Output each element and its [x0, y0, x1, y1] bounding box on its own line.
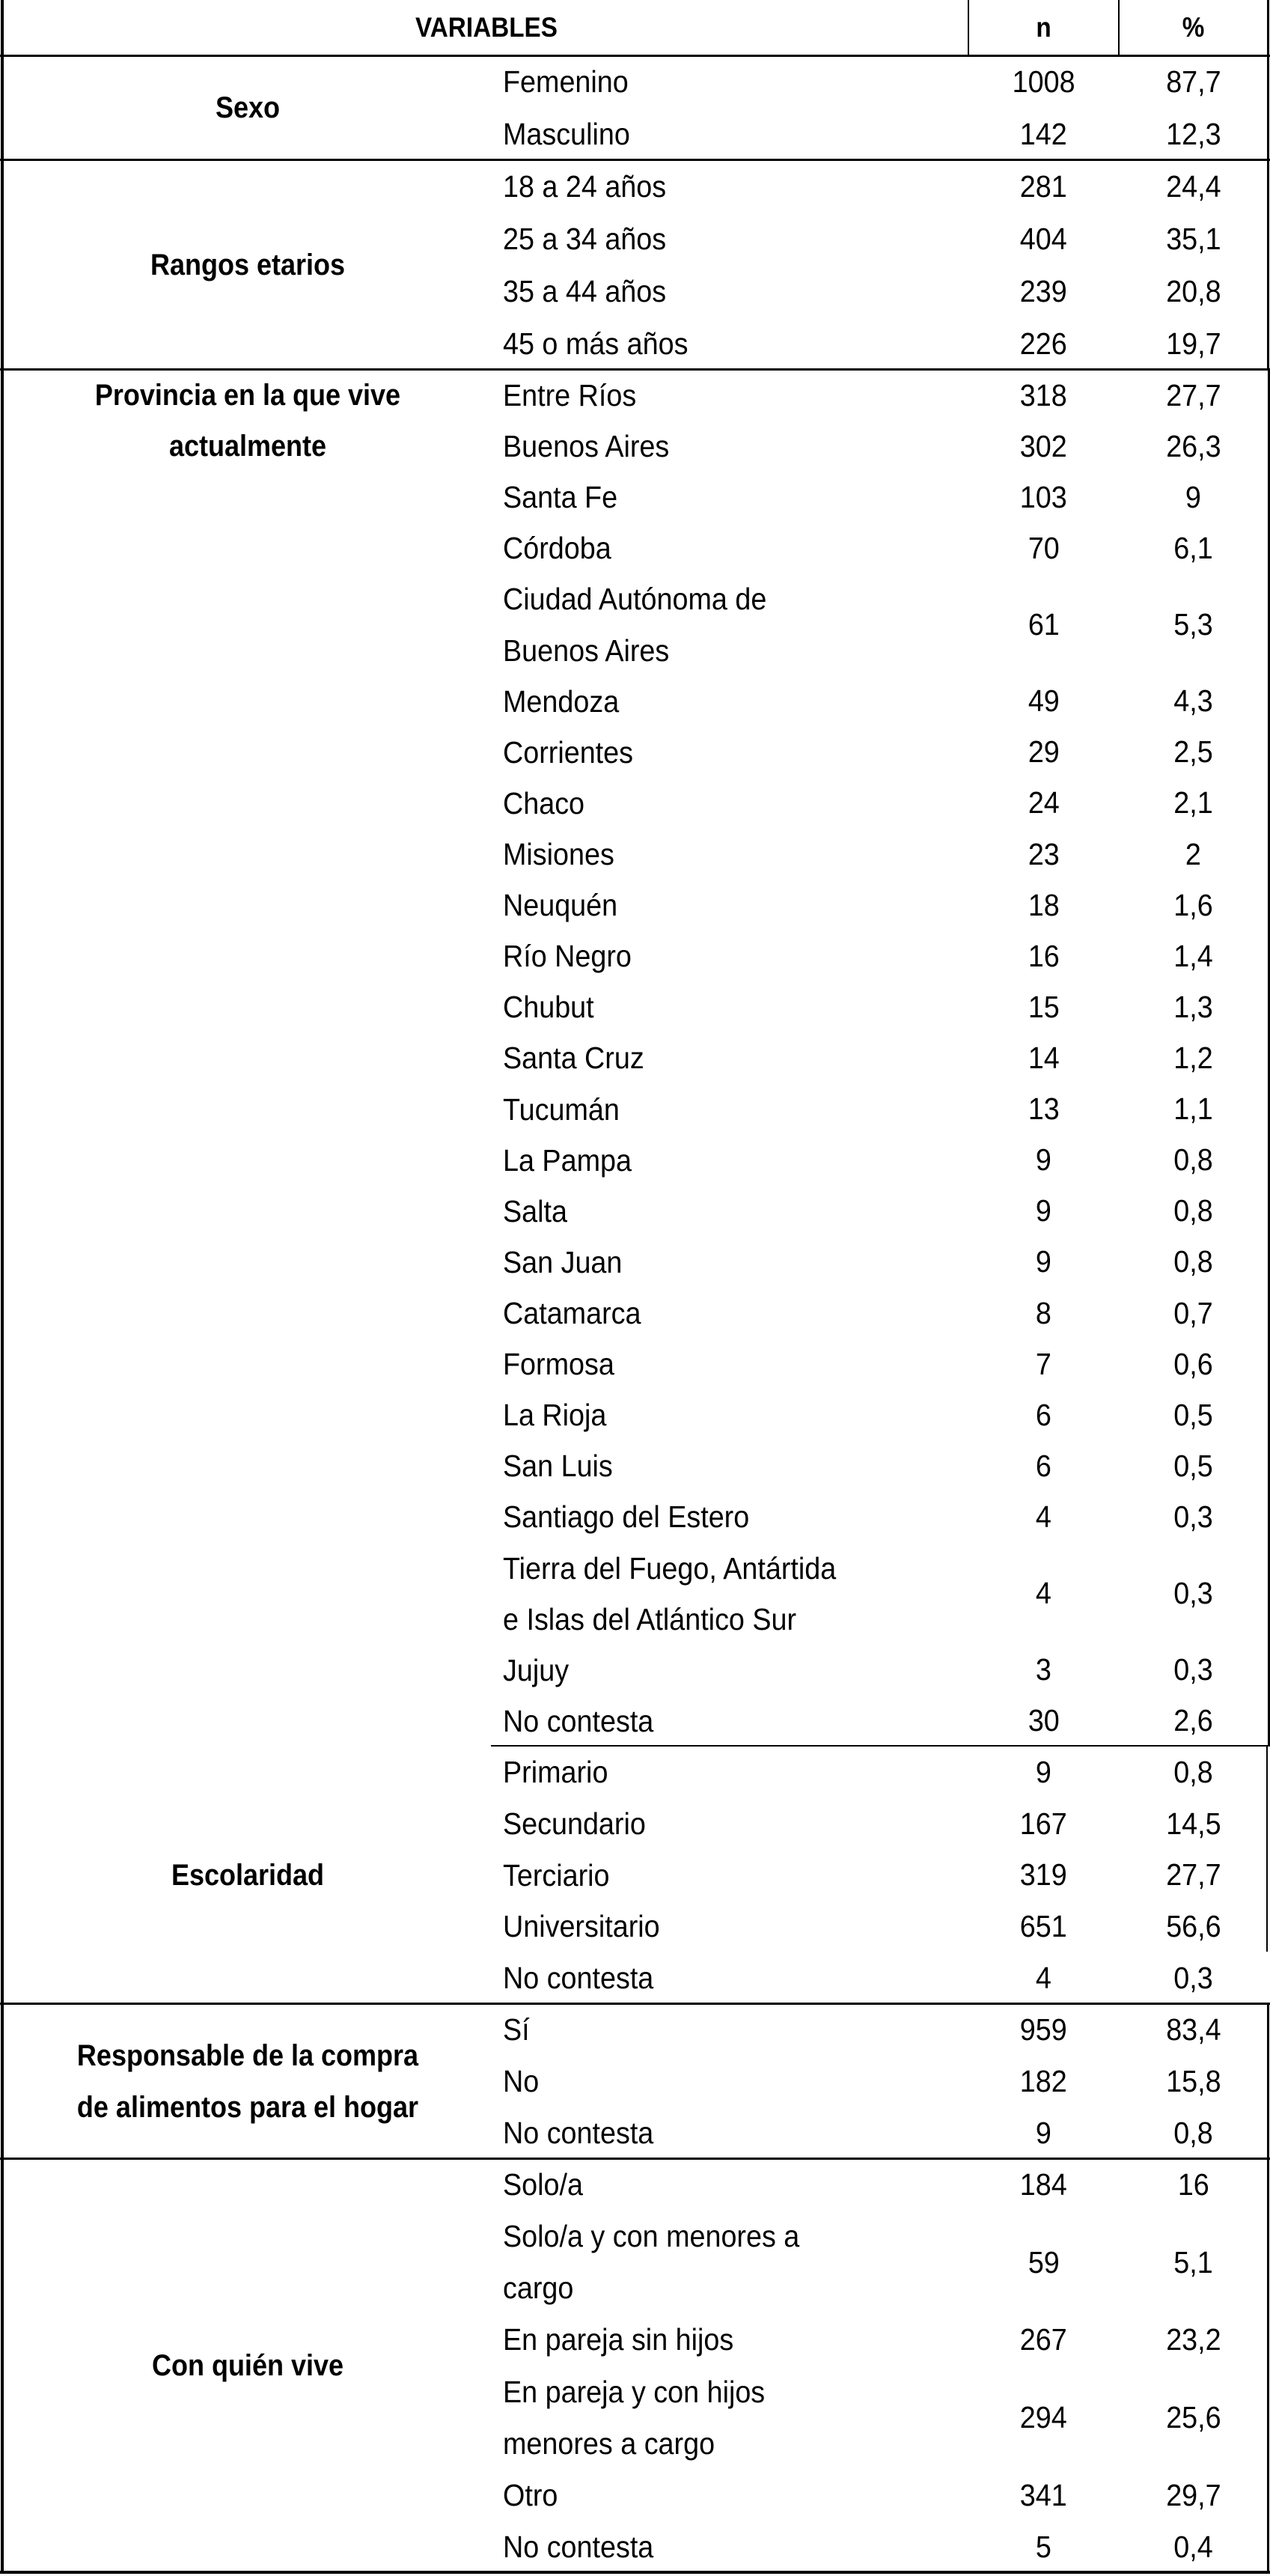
row-percent-value — [1119, 1543, 1268, 1645]
row-n-value — [968, 1186, 1119, 1237]
row-n-value — [968, 2211, 1119, 2314]
row-percent-value — [1119, 727, 1268, 778]
row-percent-value — [1119, 1491, 1268, 1542]
percent-text: 4,3 — [1173, 683, 1213, 719]
row-label: La Rioja — [503, 1398, 607, 1433]
percent-text: 0,8 — [1173, 1244, 1213, 1279]
row-percent-value — [1119, 1288, 1268, 1339]
row-n-value — [968, 1491, 1119, 1542]
row-n-value — [968, 472, 1119, 523]
row-n-value — [968, 160, 1119, 213]
row-percent-value — [1119, 2521, 1268, 2573]
row-percent-value — [1119, 2004, 1268, 2056]
percent-text: 2,5 — [1173, 734, 1213, 770]
row-label: Primario — [503, 1755, 608, 1789]
row-label: Chaco — [503, 785, 585, 820]
n-text: 142 — [1020, 116, 1067, 151]
row-percent-value — [1119, 1389, 1268, 1440]
section-label: Rangos etarios — [150, 248, 346, 281]
row-n-value — [968, 1645, 1119, 1696]
row-label: Femenino — [503, 64, 629, 99]
section-label: Sexo — [215, 91, 281, 125]
row-label: En pareja sin hijos — [503, 2322, 734, 2357]
percent-text: 27,7 — [1165, 377, 1221, 412]
section-label: Con quién vive — [151, 2349, 344, 2383]
row-label: Sí — [503, 2012, 530, 2047]
row-percent-value — [1119, 56, 1268, 109]
row-n-value — [968, 370, 1119, 421]
n-text: 4 — [1036, 1499, 1051, 1534]
row-n-value — [968, 573, 1119, 675]
row-n-value — [968, 1440, 1119, 1491]
right-border — [1267, 0, 1269, 160]
n-text: 4 — [1036, 1576, 1051, 1611]
row-n-value — [968, 421, 1119, 472]
row-n-value — [968, 109, 1119, 161]
percent-text: 87,7 — [1165, 64, 1221, 100]
row-label: Masculino — [503, 116, 630, 151]
row-label: Solo/a — [503, 2167, 583, 2202]
row-n-value — [968, 213, 1119, 265]
row-label: No contesta — [503, 1703, 654, 1738]
percent-text: 83,4 — [1165, 2012, 1221, 2047]
row-label: Santa Fe — [503, 480, 618, 515]
row-n-value — [968, 1288, 1119, 1339]
percent-text: 27,7 — [1165, 1857, 1221, 1893]
n-text: 7 — [1036, 1346, 1051, 1381]
row-percent-value — [1119, 1696, 1268, 1747]
row-percent-value — [1119, 421, 1268, 472]
n-text: 9 — [1036, 1754, 1051, 1789]
row-n-value — [968, 2107, 1119, 2159]
header-percent: % — [1182, 12, 1205, 43]
header-divider-pct — [1118, 0, 1120, 56]
row-n-value — [968, 56, 1119, 109]
n-text: 103 — [1020, 479, 1067, 514]
row-n-value — [968, 2366, 1119, 2470]
row-label: Córdoba — [503, 531, 611, 566]
row-n-value — [968, 2521, 1119, 2573]
row-percent-value — [1119, 1645, 1268, 1696]
row-label: 45 o más años — [503, 326, 689, 361]
row-percent-value — [1119, 317, 1268, 370]
row-percent-value — [1119, 981, 1268, 1032]
right-border — [1267, 2004, 1269, 2159]
row-n-value — [968, 1389, 1119, 1440]
n-text: 15 — [1028, 989, 1060, 1024]
percent-text: 0,6 — [1173, 1346, 1213, 1381]
row-n-value — [968, 1952, 1119, 2004]
row-n-value — [968, 1901, 1119, 1952]
row-label: Solo/a y con menores a cargo — [503, 2219, 800, 2306]
row-n-value — [968, 1696, 1119, 1747]
n-text: 318 — [1020, 377, 1067, 412]
row-percent-value — [1119, 931, 1268, 981]
header-variables: VARIABLES — [415, 12, 558, 43]
row-label: Tucumán — [503, 1091, 620, 1127]
row-n-value — [968, 317, 1119, 370]
row-n-value — [968, 981, 1119, 1032]
row-n-value — [968, 523, 1119, 573]
row-percent-value — [1119, 2314, 1268, 2366]
row-label: Santiago del Estero — [503, 1499, 750, 1535]
percent-text: 0,8 — [1173, 1754, 1213, 1789]
row-n-value — [968, 2004, 1119, 2056]
percent-text: 0,3 — [1173, 1652, 1213, 1687]
left-border — [1, 2004, 4, 2159]
percent-text: 23,2 — [1165, 2322, 1221, 2357]
n-text: 184 — [1020, 2167, 1067, 2202]
n-text: 4 — [1036, 1961, 1051, 1996]
row-percent-value — [1119, 829, 1268, 880]
percent-text: 5,1 — [1173, 2244, 1213, 2280]
n-text: 23 — [1028, 836, 1060, 871]
row-percent-value — [1119, 370, 1268, 421]
n-text: 959 — [1020, 2012, 1067, 2047]
section-label: Escolaridad — [171, 1858, 325, 1892]
row-label: Buenos Aires — [503, 429, 670, 464]
n-text: 18 — [1028, 887, 1060, 922]
row-percent-value — [1119, 160, 1268, 213]
n-text: 182 — [1020, 2064, 1067, 2098]
row-label: 25 a 34 años — [503, 222, 667, 256]
percent-text: 12,3 — [1165, 116, 1221, 151]
section-label: Responsable de la compra de alimentos para el hogar — [76, 2039, 419, 2124]
row-label: Mendoza — [503, 683, 620, 719]
row-label: Otro — [503, 2477, 558, 2512]
percent-text: 0,8 — [1173, 1142, 1213, 1178]
n-text: 14 — [1028, 1040, 1060, 1075]
row-n-value — [968, 1747, 1119, 1798]
header-n: n — [1036, 12, 1051, 43]
row-n-value — [968, 1339, 1119, 1389]
row-n-value — [968, 727, 1119, 778]
n-text: 6 — [1036, 1397, 1051, 1432]
n-text: 651 — [1020, 1909, 1067, 1944]
row-percent-value — [1119, 1747, 1268, 1798]
percent-text: 0,4 — [1173, 2529, 1213, 2564]
row-label: Entre Ríos — [503, 378, 637, 412]
percent-text: 19,7 — [1165, 326, 1221, 361]
row-percent-value — [1119, 1084, 1268, 1135]
n-text: 404 — [1020, 221, 1067, 256]
n-text: 9 — [1036, 1244, 1051, 1279]
row-percent-value — [1119, 676, 1268, 727]
row-percent-value — [1119, 1798, 1268, 1850]
row-percent-value — [1119, 2211, 1268, 2314]
row-label: Universitario — [503, 1909, 660, 1944]
row-percent-value — [1119, 1237, 1268, 1288]
n-text: 29 — [1028, 734, 1060, 770]
n-text: 226 — [1020, 326, 1067, 361]
row-n-value — [968, 778, 1119, 829]
n-text: 3 — [1036, 1652, 1051, 1687]
row-percent-value — [1119, 2107, 1268, 2159]
percent-text: 0,3 — [1173, 1499, 1213, 1534]
row-label: Santa Cruz — [503, 1041, 644, 1076]
percent-text: 25,6 — [1165, 2400, 1221, 2435]
percent-text: 14,5 — [1165, 1806, 1221, 1841]
percent-text: 2 — [1185, 836, 1201, 871]
row-percent-value — [1119, 265, 1268, 317]
row-percent-value — [1119, 1339, 1268, 1389]
n-text: 5 — [1036, 2529, 1051, 2564]
percent-text: 2,6 — [1173, 1703, 1213, 1738]
percent-text: 1,2 — [1173, 1040, 1213, 1075]
row-n-value — [968, 1850, 1119, 1901]
row-percent-value — [1119, 1186, 1268, 1237]
section-bottom-rule — [0, 2571, 1270, 2574]
row-label: Corrientes — [503, 734, 633, 770]
percent-text: 29,7 — [1165, 2477, 1221, 2512]
n-text: 9 — [1036, 1142, 1051, 1178]
n-text: 61 — [1028, 607, 1060, 642]
row-percent-value — [1119, 1952, 1268, 2004]
row-n-value — [968, 1135, 1119, 1186]
row-percent-value — [1119, 880, 1268, 931]
row-label: Tierra del Fuego, Antártida e Islas del Atlántico Sur — [503, 1550, 837, 1636]
n-text: 13 — [1028, 1091, 1060, 1127]
percent-text: 20,8 — [1165, 273, 1221, 308]
n-text: 30 — [1028, 1703, 1060, 1738]
n-text: 24 — [1028, 785, 1060, 820]
row-n-value — [968, 1032, 1119, 1083]
row-label: No contesta — [503, 2116, 654, 2150]
row-n-value — [968, 2056, 1119, 2107]
row-percent-value — [1119, 2159, 1268, 2211]
n-text: 319 — [1020, 1857, 1067, 1893]
row-label: Río Negro — [503, 939, 632, 974]
left-border — [1, 1747, 4, 2004]
percent-text: 0,5 — [1173, 1397, 1213, 1432]
n-text: 9 — [1036, 1193, 1051, 1228]
header-divider-n — [968, 0, 969, 56]
row-n-value — [968, 2159, 1119, 2211]
n-text: 341 — [1020, 2477, 1067, 2512]
row-n-value — [968, 265, 1119, 317]
row-percent-value — [1119, 2366, 1268, 2470]
row-label: No contesta — [503, 2529, 654, 2564]
row-n-value — [968, 931, 1119, 981]
percent-text: 0,5 — [1173, 1448, 1213, 1483]
percent-text: 0,8 — [1173, 2116, 1213, 2150]
percent-text: 5,3 — [1173, 607, 1213, 642]
row-n-value — [968, 1084, 1119, 1135]
row-percent-value — [1119, 2056, 1268, 2107]
row-percent-value — [1119, 472, 1268, 523]
row-label: No contesta — [503, 1961, 654, 1996]
row-label: Chubut — [503, 990, 594, 1025]
percent-text: 1,3 — [1173, 989, 1213, 1024]
left-border — [1, 160, 4, 370]
row-label: Neuquén — [503, 888, 618, 923]
row-n-value — [968, 1798, 1119, 1850]
row-label: Catamarca — [503, 1296, 641, 1330]
percent-text: 24,4 — [1165, 168, 1221, 204]
row-n-value — [968, 880, 1119, 931]
row-percent-value — [1119, 1032, 1268, 1083]
percent-text: 1,4 — [1173, 938, 1213, 973]
percent-text: 35,1 — [1165, 221, 1221, 256]
n-text: 302 — [1020, 428, 1067, 463]
n-text: 6 — [1036, 1448, 1051, 1483]
row-label: Terciario — [503, 1857, 610, 1893]
row-n-value — [968, 2314, 1119, 2366]
row-label: Jujuy — [503, 1652, 570, 1687]
percent-text: 56,6 — [1165, 1909, 1221, 1944]
row-percent-value — [1119, 523, 1268, 573]
row-label: 35 a 44 años — [503, 274, 667, 308]
n-text: 294 — [1020, 2400, 1067, 2435]
row-label: San Juan — [503, 1244, 623, 1279]
row-n-value — [968, 676, 1119, 727]
row-label: 18 a 24 años — [503, 169, 667, 204]
row-percent-value — [1119, 1901, 1268, 1952]
row-label: En pareja y con hijos menores a cargo — [503, 2374, 766, 2461]
row-label: La Pampa — [503, 1142, 632, 1178]
left-border — [1, 0, 4, 160]
n-text: 1008 — [1012, 64, 1075, 100]
n-text: 239 — [1020, 273, 1067, 308]
n-text: 8 — [1036, 1295, 1051, 1330]
row-n-value — [968, 1237, 1119, 1288]
percent-text: 6,1 — [1173, 530, 1213, 565]
row-percent-value — [1119, 1440, 1268, 1491]
row-label: Secundario — [503, 1806, 646, 1841]
percent-text: 0,8 — [1173, 1193, 1213, 1228]
row-label: San Luis — [503, 1449, 613, 1484]
row-percent-value — [1119, 213, 1268, 265]
percent-text: 0,3 — [1173, 1961, 1213, 1996]
n-text: 167 — [1020, 1806, 1067, 1841]
percent-text: 1,1 — [1173, 1091, 1213, 1127]
n-text: 16 — [1028, 938, 1060, 973]
row-percent-value — [1119, 1850, 1268, 1901]
percent-text: 15,8 — [1165, 2064, 1221, 2098]
n-text: 9 — [1036, 2116, 1051, 2150]
row-percent-value — [1119, 1135, 1268, 1186]
row-label: Ciudad Autónoma de Buenos Aires — [503, 582, 767, 668]
right-border — [1267, 2159, 1269, 2573]
percent-text: 26,3 — [1165, 428, 1221, 463]
row-label: Misiones — [503, 837, 614, 871]
right-border — [1267, 160, 1269, 370]
row-label: Formosa — [503, 1347, 614, 1382]
percent-text: 9 — [1185, 479, 1201, 514]
section-label: Provincia en la que vive actualmente — [94, 379, 401, 463]
row-n-value — [968, 1543, 1119, 1645]
row-label: No — [503, 2064, 540, 2098]
left-border — [1, 370, 4, 1747]
n-text: 267 — [1020, 2322, 1067, 2357]
row-percent-value — [1119, 778, 1268, 829]
percent-text: 0,7 — [1173, 1295, 1213, 1330]
row-label: Salta — [503, 1193, 567, 1228]
percent-text: 1,6 — [1173, 887, 1213, 922]
right-border — [1266, 1747, 1268, 1952]
row-n-value — [968, 2470, 1119, 2521]
n-text: 59 — [1028, 2244, 1060, 2280]
left-border — [1, 2159, 4, 2573]
n-text: 49 — [1028, 683, 1060, 719]
percent-text: 16 — [1177, 2167, 1209, 2202]
n-text: 70 — [1028, 530, 1060, 565]
row-n-value — [968, 829, 1119, 880]
percent-text: 0,3 — [1173, 1576, 1213, 1611]
n-text: 281 — [1020, 168, 1067, 204]
row-percent-value — [1119, 2470, 1268, 2521]
percent-text: 2,1 — [1173, 785, 1213, 820]
row-percent-value — [1119, 573, 1268, 675]
row-percent-value — [1119, 109, 1268, 161]
